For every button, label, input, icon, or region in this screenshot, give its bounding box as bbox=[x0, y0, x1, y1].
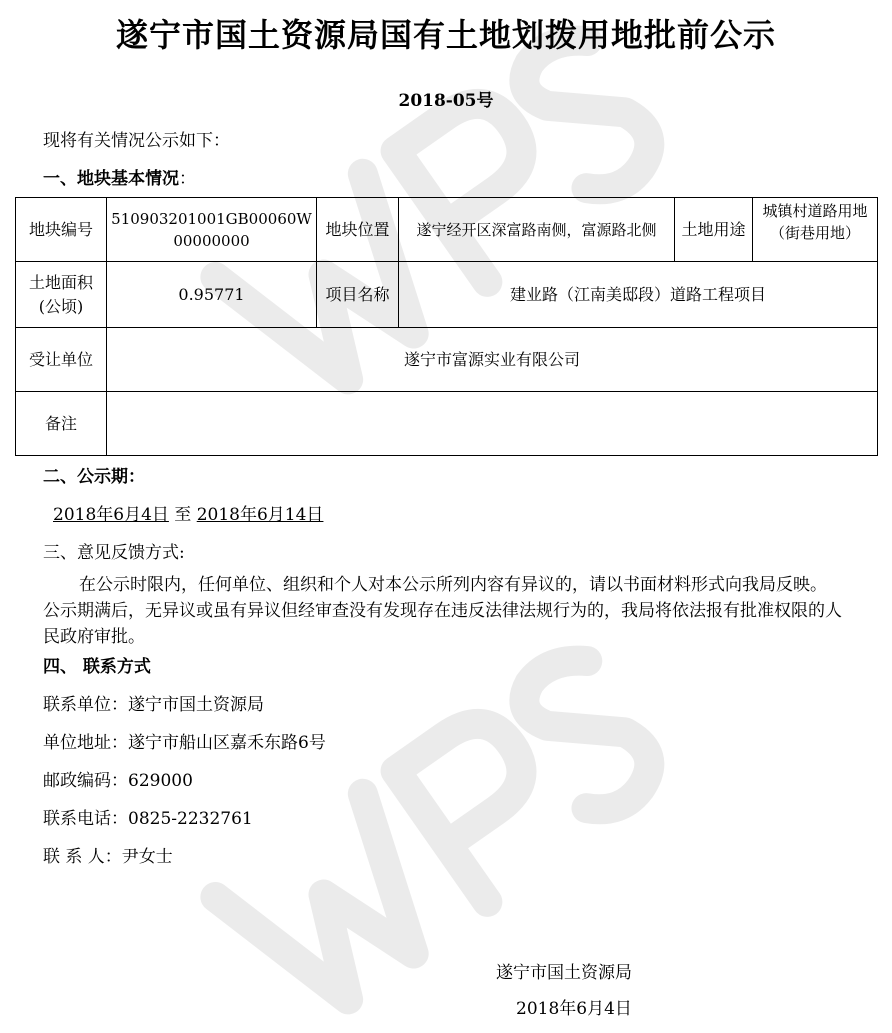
remarks-label: 备注 bbox=[16, 392, 107, 456]
project-name-value: 建业路（江南美邸段）道路工程项目 bbox=[399, 262, 878, 328]
period-end-date: 2018年6月14日 bbox=[196, 505, 324, 525]
section3-heading: 三、意见反馈方式: bbox=[43, 543, 185, 563]
section1-colon: ： bbox=[179, 169, 196, 189]
contact-postcode: 邮政编码：629000 bbox=[43, 771, 193, 791]
contact-address: 单位地址：遂宁市船山区嘉禾东路6号 bbox=[43, 733, 326, 753]
section2-heading: 二、公示期： bbox=[43, 467, 145, 487]
document-number: 2018-05号 bbox=[398, 91, 494, 111]
contact-person: 联 系 人：尹女士 bbox=[43, 847, 173, 867]
contact-phone: 联系电话：0825-2232761 bbox=[43, 809, 253, 829]
intro-text: 现将有关情况公示如下： bbox=[43, 131, 230, 151]
section1-title: 一、地块基本情况 bbox=[43, 169, 179, 189]
grantee-value: 遂宁市富源实业有限公司 bbox=[107, 328, 878, 392]
land-area-label: 土地面积(公顷) bbox=[16, 262, 107, 328]
parcel-info-table bbox=[15, 197, 878, 456]
table-row bbox=[16, 392, 878, 456]
land-area-value: 0.95771 bbox=[107, 262, 317, 328]
issuer-name: 遂宁市国土资源局 bbox=[496, 963, 632, 983]
project-name-label: 项目名称 bbox=[317, 262, 399, 328]
table-row bbox=[16, 262, 878, 328]
issue-date: 2018年6月4日 bbox=[516, 999, 632, 1019]
section1-heading bbox=[43, 168, 196, 190]
period-separator: 至 bbox=[168, 505, 197, 525]
document-title: 遂宁市国土资源局国有土地划拨用地批前公示 bbox=[115, 16, 776, 54]
contact-unit: 联系单位：遂宁市国土资源局 bbox=[43, 695, 264, 715]
table-row bbox=[16, 198, 878, 262]
publicity-period bbox=[53, 504, 323, 526]
section4-heading: 四、 联系方式 bbox=[43, 657, 151, 677]
table-row bbox=[16, 328, 878, 392]
location-value: 遂宁经开区深富路南侧，富源路北侧 bbox=[399, 198, 675, 262]
remarks-value bbox=[107, 392, 878, 456]
land-use-label: 土地用途 bbox=[675, 198, 753, 262]
grantee-label: 受让单位 bbox=[16, 328, 107, 392]
parcel-no-value: 510903201001GB00060W00000000 bbox=[107, 198, 317, 262]
location-label: 地块位置 bbox=[317, 198, 399, 262]
period-start-date: 2018年6月4日 bbox=[53, 505, 169, 525]
parcel-no-label: 地块编号 bbox=[16, 198, 107, 262]
feedback-paragraph: 在公示时限内，任何单位、组织和个人对本公示所列内容有异议的，请以书面材料形式向我局反映。公示期满后，无异议或虽有异议但经审查没有发现存在违反法律法规行为的，我局将依法报有批准权限的人民政府审批。 bbox=[43, 575, 842, 647]
land-use-value: 城镇村道路用地（街巷用地） bbox=[753, 198, 878, 262]
